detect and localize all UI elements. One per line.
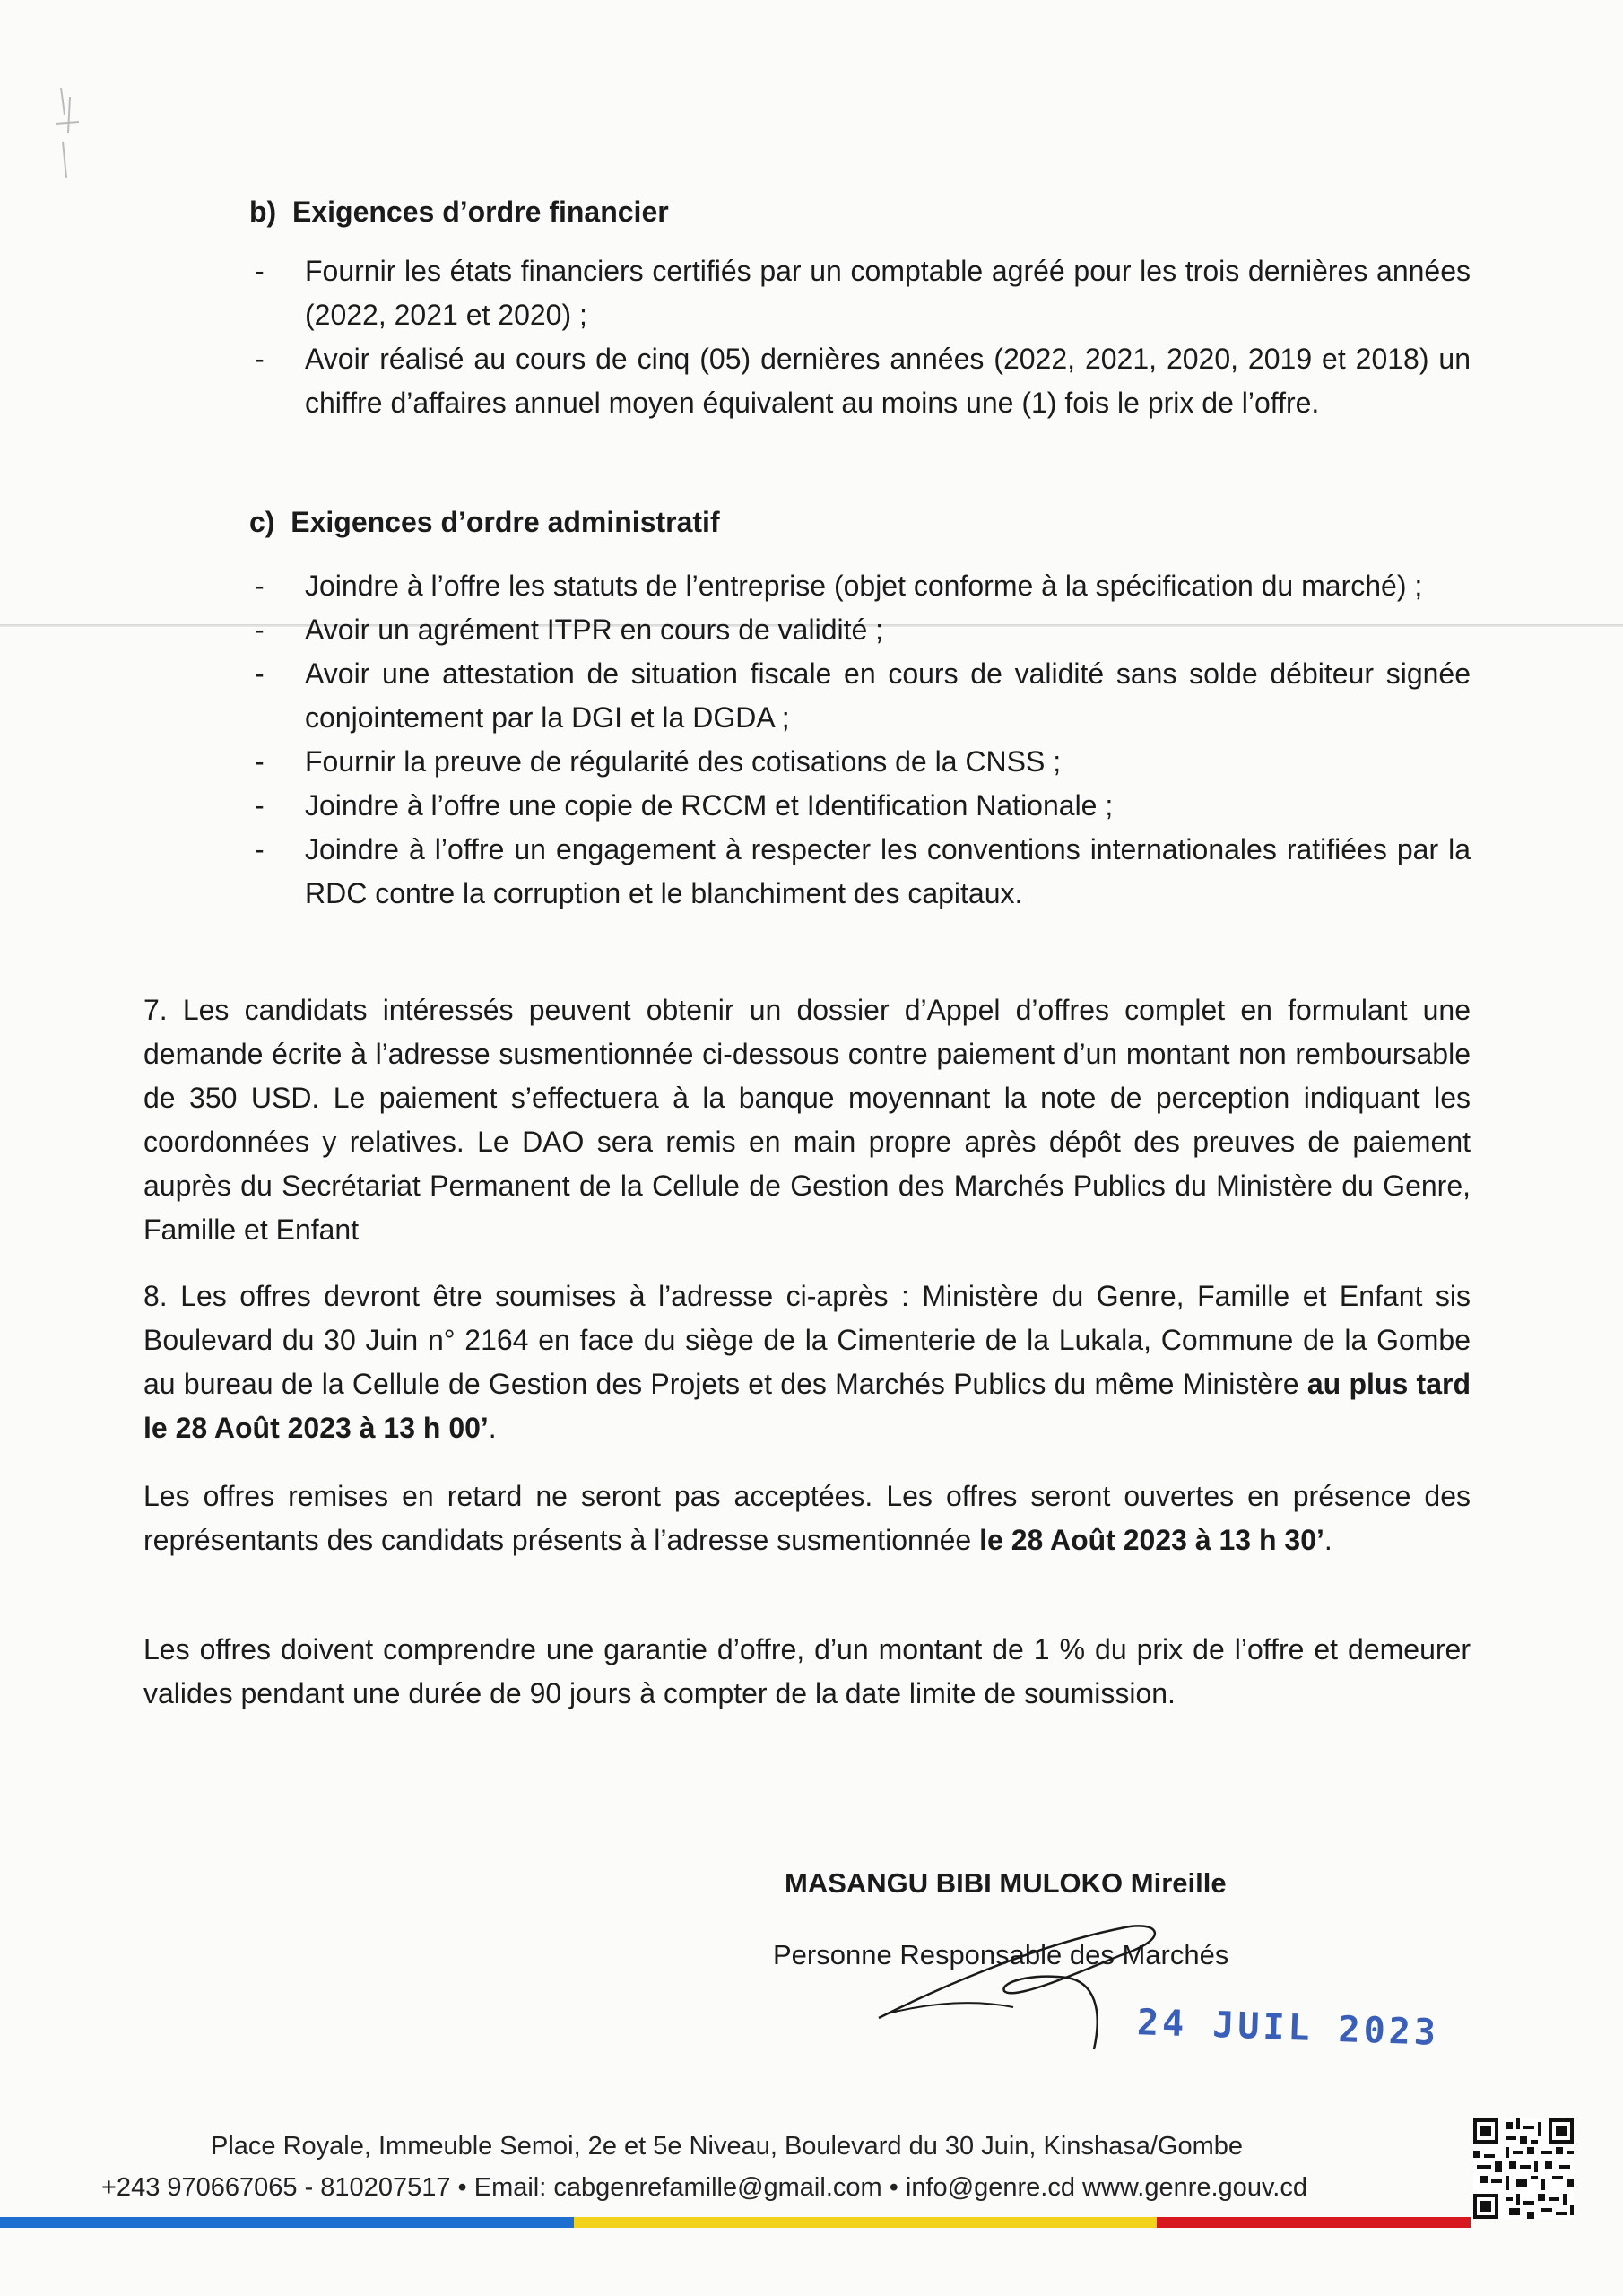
signatory-name: MASANGU BIBI MULOKO Mireille (785, 1867, 1227, 1899)
margin-scribble (43, 79, 97, 187)
paragraph-7: 7. Les candidats intéressés peuvent obtenir un dossier d’Appel d’offres complet en formulant une demande écrite à l’adresse susmentionnée ci-dessous contre paiement d’un montant non remboursable de 350 USD. Le paiement s’effectuera à la banque moyennant la note de perception indiquant les coordonnées y relatives. Le DAO sera remis en main propre après dépôt des preuves de paiement auprès du Secrétariat Permanent de la Cellule de Gestion des Marchés Publics du Ministère du Genre, Famille et Enfant (143, 994, 1471, 1246)
signatory-role: Personne Responsable des Marchés (773, 1939, 1229, 1970)
flag-stripe-red (1157, 2217, 1471, 2228)
flag-stripe-yellow (574, 2217, 1157, 2228)
date-stamp: 24 JUIL 2023 (1136, 2002, 1440, 2054)
list-item: - Joindre à l’offre les statuts de l’entreprise (objet conforme à la spécification du marché) ; (255, 570, 1423, 602)
list-item: - Joindre à l’offre une copie de RCCM et Identification Nationale ; (255, 789, 1114, 822)
list-item: - Avoir réalisé au cours de cinq (05) dernières années (2022, 2021, 2020, 2019 et 2018) un chiffre d’affaires annuel moyen équivalent au moins une (1) fois le prix de l’offre. (255, 343, 1471, 419)
flag-stripe-blue (0, 2217, 574, 2228)
qr-code-icon (1473, 2118, 1574, 2219)
deadline-submission: au plus tard le 28 Août 2023 à 13 h 00’ (143, 1368, 1471, 1444)
administrative-requirements-list (143, 564, 1471, 916)
list-item: - Fournir les états financiers certifiés par un comptable agréé pour les trois dernières années (2022, 2021 et 2020) ; (255, 255, 1471, 331)
list-item: - Avoir une attestation de situation fiscale en cours de validité sans solde débiteur signée conjointement par la DGI et la DGDA ; (255, 657, 1471, 734)
footer-contacts: +243 970667065 - 810207517 • Email: cabgenrefamille@gmail.com • info@genre.cd www.genre.gouv.cd (101, 2173, 1307, 2202)
list-item: - Fournir la preuve de régularité des cotisations de la CNSS ; (255, 745, 1062, 778)
paragraph-8: 8. Les offres devront être soumises à l’adresse ci-après : Ministère du Genre, Famille et Enfant sis Boulevard du 30 Juin n° 2164 en face du siège de la Cimenterie de la Lukala, Commune de la Gombe au bureau de la Cellule de Gestion des Projets et des Marchés Publics du même Ministère au plus tard le 28 Août 2023 à 13 h 00’. (143, 1280, 1471, 1444)
section-title-administrative: c) Exigences d’ordre administratif (249, 506, 720, 538)
footer-address: Place Royale, Immeuble Semoi, 2e et 5e Niveau, Boulevard du 30 Juin, Kinshasa/Gombe (211, 2132, 1243, 2161)
paragraph-guarantee: Les offres doivent comprendre une garantie d’offre, d’un montant de 1 % du prix de l’offre et demeurer valides pendant une durée de 90 jours à compter de la date limite de soumission. (143, 1633, 1471, 1709)
financial-requirements-list (143, 249, 1471, 425)
list-item: - Avoir un agrément ITPR en cours de validité ; (255, 613, 884, 646)
list-item: - Joindre à l’offre un engagement à respecter les conventions internationales ratifiées par la RDC contre la corruption et le blanchiment des capitaux. (255, 833, 1471, 909)
section-title-financial: b) Exigences d’ordre financier (249, 196, 669, 228)
paragraph-late-offers: Les offres remises en retard ne seront pas acceptées. Les offres seront ouvertes en présence des représentants des candidats présents à l’adresse susmentionnée le 28 Août 2023 à 13 h 30’. (143, 1480, 1471, 1556)
opening-date: le 28 Août 2023 à 13 h 30’ (979, 1524, 1324, 1556)
